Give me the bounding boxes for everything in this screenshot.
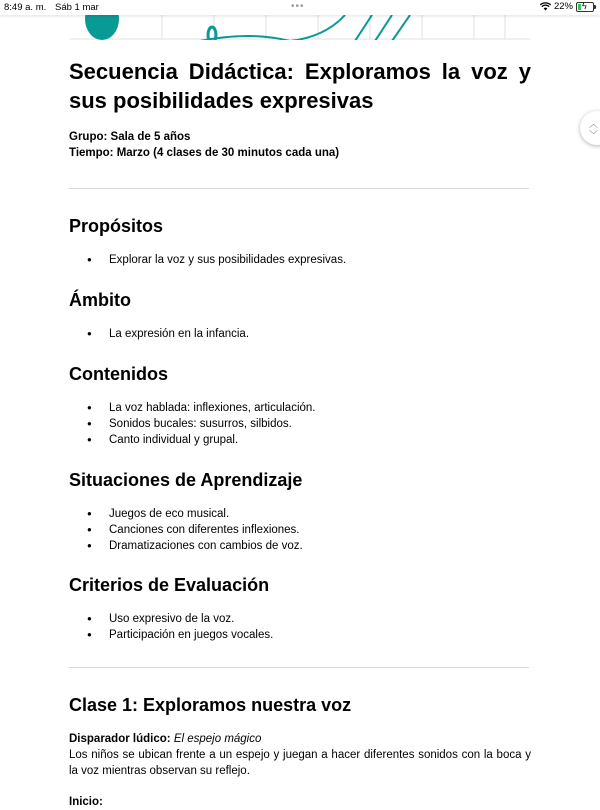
status-date: Sáb 1 mar [55,2,99,13]
section-heading-situaciones: Situaciones de Aprendizaje [69,470,303,490]
list-item: ● Explorar la voz y sus posibilidades expresivas. [87,252,346,268]
section-heading-propositos: Propósitos [69,216,164,236]
list-item: ● Uso expresivo de la voz. [87,611,273,627]
section-heading-ambito: Ámbito [69,290,131,310]
list-item: ● La voz hablada: inflexiones, articulación. [87,400,316,416]
chevron-up-icon: ︿ [589,119,599,129]
divider [69,188,529,189]
situaciones-list [87,506,303,554]
group-line: Grupo: Sala de 5 años [69,131,191,143]
list-item: ● Sonidos bucales: susurros, silbidos. [87,416,316,432]
class1-trigger [69,731,531,779]
section-heading-criterios: Criterios de Evaluación [69,575,270,595]
chevron-down-icon: ﹀ [589,130,599,140]
ambito-list [87,326,249,342]
time-line: Tiempo: Marzo (4 clases de 30 minutos cada una) [69,147,340,159]
list-item: ● Canciones con diferentes inflexiones. [87,522,303,538]
list-item: ● Canto individual y grupal. [87,432,316,448]
battery-percent: 22% [553,1,573,12]
contenidos-list [87,400,316,448]
scroll-navigator-button[interactable] [580,111,600,145]
list-item: ● La expresión en la infancia. [87,326,249,342]
list-item: ● Juegos de eco musical. [87,506,303,522]
divider [69,667,529,668]
trigger-text: Los niños se ubican frente a un espejo y juegan a hacer diferentes sonidos con la boca y la voz mientras observan su reflejo. [69,749,531,777]
status-time: 8:49 a. m. [4,2,47,13]
battery-charging-icon: ϟ [576,2,594,12]
next-heading-partial: Inicio: [69,796,103,808]
trigger-title: El espejo mágico [173,733,262,745]
document-header [69,57,531,161]
criterios-list [87,611,273,643]
class1-heading: Clase 1: Exploramos nuestra voz [69,695,352,715]
section-heading-contenidos: Contenidos [69,364,168,384]
list-item: ● Participación en juegos vocales. [87,627,273,643]
wifi-icon [540,2,551,11]
multitasking-dots-icon[interactable]: ••• [291,1,305,12]
propositos-list [87,252,346,268]
trigger-label: Disparador lúdico: [69,733,171,745]
list-item: ● Dramatizaciones con cambios de voz. [87,538,303,554]
page-title: Secuencia Didáctica: Exploramos la voz y sus posibilidades expresivas [69,59,531,113]
status-bar [0,0,600,15]
header-illustration [70,15,530,40]
